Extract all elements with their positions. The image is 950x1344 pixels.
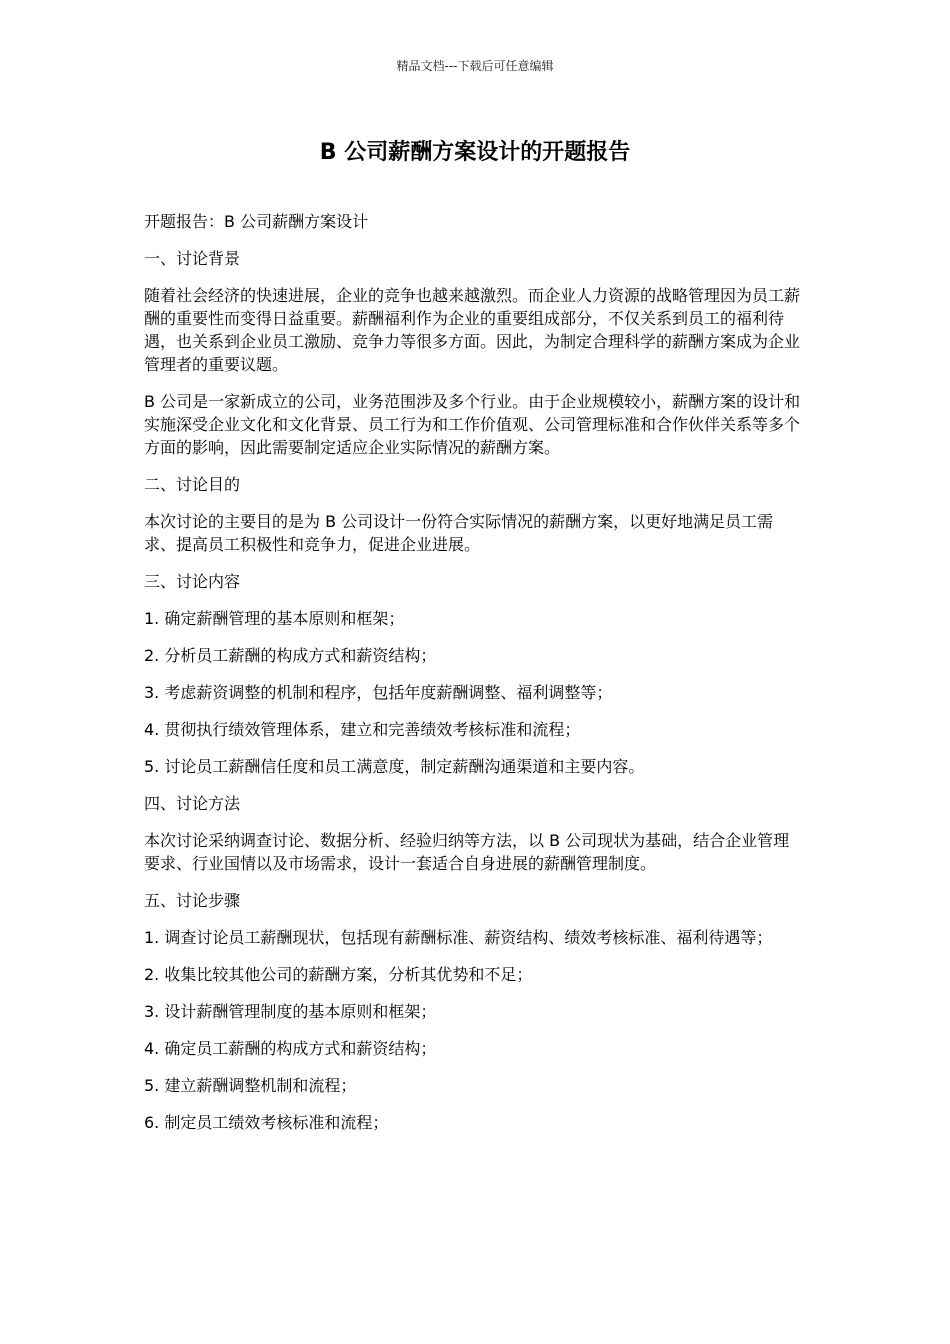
section-heading-content: 三、讨论内容 [144, 572, 241, 591]
list-item: 1. 调查讨论员工薪酬现状，包括现有薪酬标准、薪资结构、绩效考核标准、福利待遇等； [144, 928, 773, 947]
section-heading-background: 一、讨论背景 [144, 249, 241, 268]
list-item: 3. 设计薪酬管理制度的基本原则和框架； [144, 1002, 437, 1021]
list-item: 2. 分析员工薪酬的构成方式和薪资结构； [144, 646, 437, 665]
list-item: 5. 讨论员工薪酬信任度和员工满意度，制定薪酬沟通渠道和主要内容。 [144, 757, 645, 776]
document-title: B 公司薪酬方案设计的开题报告 [319, 140, 631, 165]
section-heading-purpose: 二、讨论目的 [144, 475, 241, 494]
paragraph: 本次讨论的主要目的是为 B 公司设计一份符合实际情况的薪酬方案，以更好地满足员工需求、提高员工积极性和竞争力，促进企业进展。 [144, 512, 774, 554]
list-item: 4. 贯彻执行绩效管理体系，建立和完善绩效考核标准和流程； [144, 720, 581, 739]
page-header-note: 精品文档---下载后可任意编辑 [396, 59, 554, 73]
section-heading-method: 四、讨论方法 [144, 794, 241, 813]
paragraph: B 公司是一家新成立的公司，业务范围涉及多个行业。由于企业规模较小，薪酬方案的设计和实施深受企业文化和文化背景、员工行为和工作价值观、公司管理标准和合作伙伴关系等多个方面的影响，因此需要制定适应企业实际情况的薪酬方案。 [144, 392, 801, 457]
list-item: 1. 确定薪酬管理的基本原则和框架； [144, 609, 405, 628]
list-item: 2. 收集比较其他公司的薪酬方案，分析其优势和不足； [144, 965, 533, 984]
list-item: 4. 确定员工薪酬的构成方式和薪资结构； [144, 1039, 437, 1058]
report-subtitle: 开题报告：B 公司薪酬方案设计 [144, 212, 369, 231]
section-heading-steps: 五、讨论步骤 [144, 891, 241, 910]
document-body [144, 210, 804, 1148]
list-item: 6. 制定员工绩效考核标准和流程； [144, 1113, 389, 1132]
paragraph: 随着社会经济的快速进展，企业的竞争也越来越激烈。而企业人力资源的战略管理因为员工薪酬的重要性而变得日益重要。薪酬福利作为企业的重要组成部分，不仅关系到员工的福利待遇，也关系到企业员工激励、竞争力等很多方面。因此，为制定合理科学的薪酬方案成为企业管理者的重要议题。 [144, 286, 801, 374]
paragraph: 本次讨论采纳调查讨论、数据分析、经验归纳等方法，以 B 公司现状为基础，结合企业管理要求、行业国情以及市场需求，设计一套适合自身进展的薪酬管理制度。 [144, 831, 790, 873]
list-item: 3. 考虑薪资调整的机制和程序，包括年度薪酬调整、福利调整等； [144, 683, 613, 702]
list-item: 5. 建立薪酬调整机制和流程； [144, 1076, 357, 1095]
